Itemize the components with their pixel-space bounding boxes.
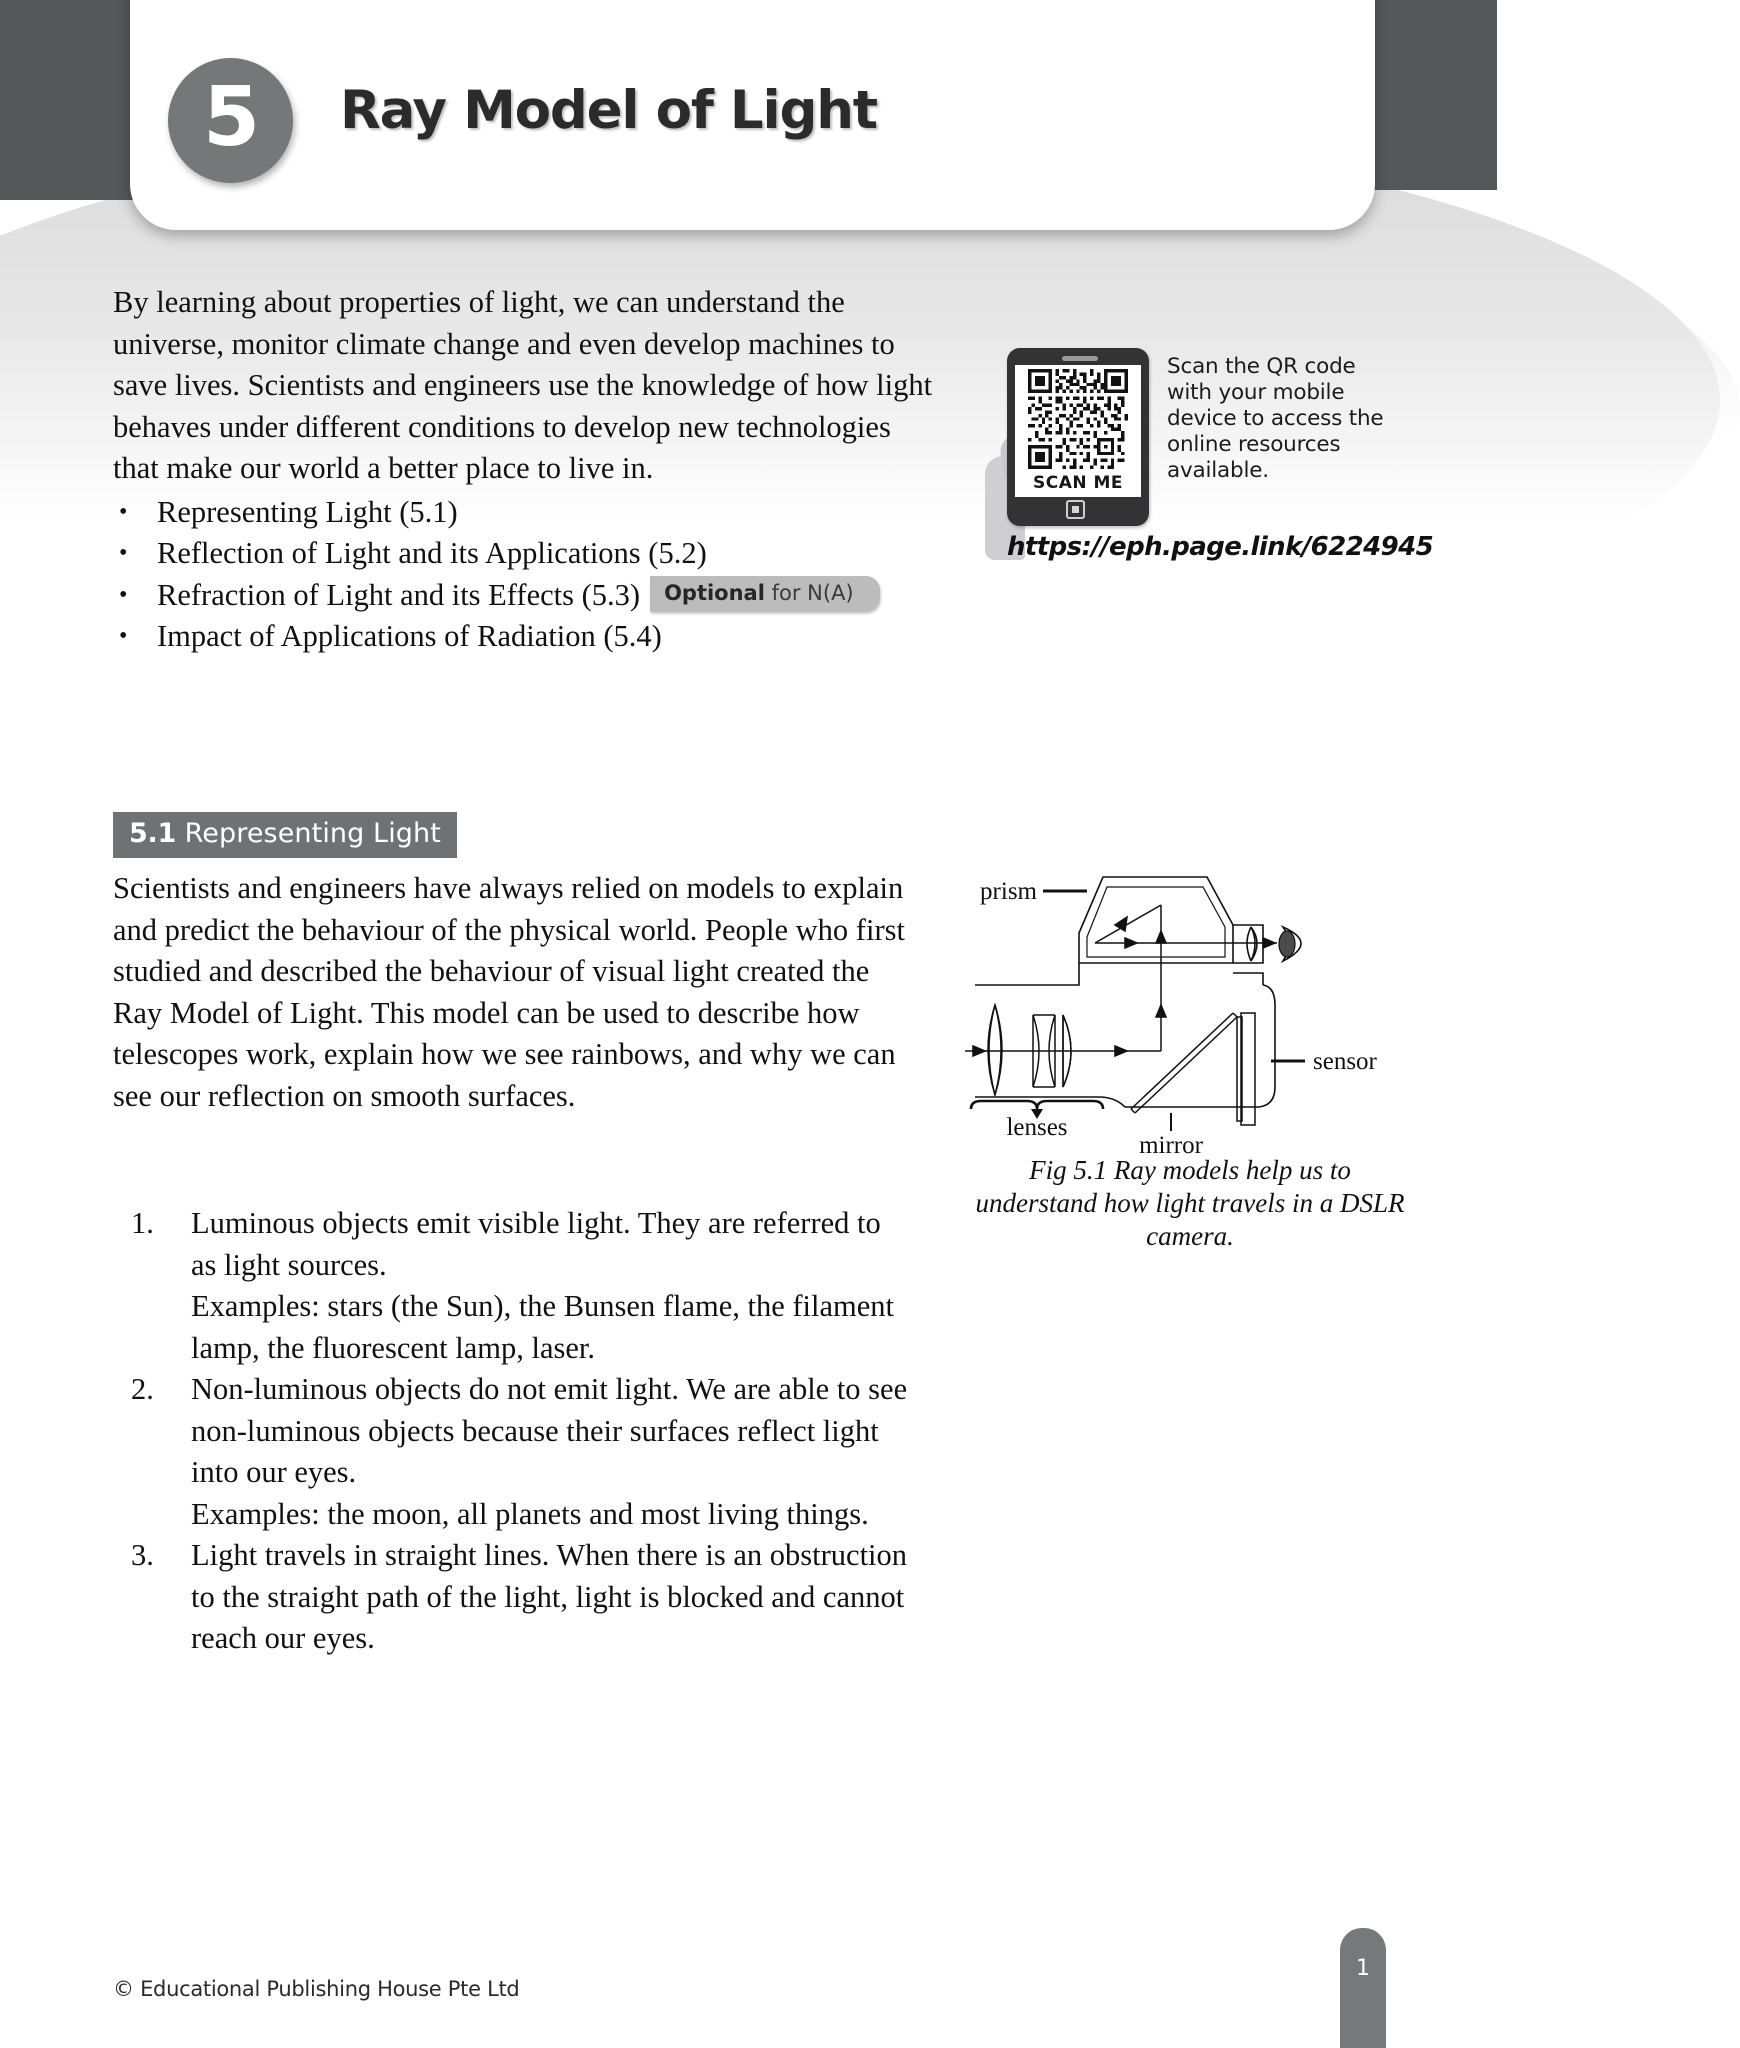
section-paragraph-block xyxy=(113,868,913,1117)
camera-ray-diagram-icon xyxy=(975,865,1405,1159)
header-banner-right-block xyxy=(1365,0,1497,190)
section-block xyxy=(113,812,943,858)
page-number: 1 xyxy=(1356,1956,1370,1981)
list-item-examples: Examples: stars (the Sun), the Bunsen flame, the filament lamp, the fluorescent lamp, laser. xyxy=(191,1289,895,1365)
section-number: 5.1 xyxy=(129,818,176,849)
chapter-topics-list xyxy=(113,492,943,658)
list-item xyxy=(113,492,943,534)
list-item-examples: Examples: the moon, all planets and most living things. xyxy=(191,1496,869,1531)
list-item xyxy=(113,1203,913,1369)
list-item-number: 3. xyxy=(131,1538,154,1572)
badge-bold-text: Optional xyxy=(664,580,765,605)
list-item-number: 1. xyxy=(131,1206,154,1240)
list-item-text: Non-luminous objects do not emit light. We are able to see non-luminous objects because their surfaces reflect light into our eyes. xyxy=(191,1372,908,1489)
section-heading xyxy=(113,812,457,858)
list-item xyxy=(113,1535,913,1660)
light-facts-list xyxy=(113,1203,913,1660)
qr-code-icon[interactable] xyxy=(1023,369,1133,469)
facts-block xyxy=(113,1203,913,1660)
intro-block xyxy=(113,282,943,658)
qr-code-panel xyxy=(985,348,1434,563)
qr-instruction-text: Scan the QR code with your mobile device to access the online resources available. xyxy=(1167,354,1384,483)
section-title: Representing Light xyxy=(184,818,441,849)
figure-label-lenses: lenses xyxy=(1006,1114,1068,1141)
topic-label: Impact of Applications of Radiation (5.4) xyxy=(157,619,662,653)
figure-label-mirror: mirror xyxy=(1139,1132,1203,1159)
eye-icon xyxy=(1279,927,1301,961)
list-item xyxy=(113,575,943,617)
header-banner-left-block xyxy=(0,0,150,200)
topic-label: Refraction of Light and its Effects (5.3) xyxy=(157,577,641,612)
badge-rest-text: for N(A) xyxy=(764,580,854,605)
list-item xyxy=(113,616,943,658)
figure-label-prism: prism xyxy=(980,878,1037,905)
section-paragraph: Scientists and engineers have always relied on models to explain and predict the behaviour of the physical world. People who first studied and described the behaviour of visual light created the Ray Model of Light. This model can be used to describe how telescopes work, explain how we see rainbows, and why we can see our reflection on smooth surfaces. xyxy=(113,871,905,1113)
mirror-element xyxy=(1131,1013,1237,1113)
scan-me-label: SCAN ME xyxy=(1032,473,1124,493)
phone-screen xyxy=(1015,365,1141,497)
phone-home-button-icon xyxy=(1066,500,1085,519)
chapter-number-badge xyxy=(168,58,293,183)
figure-caption: Fig 5.1 Ray models help us to understand how light travels in a DSLR camera. xyxy=(975,1155,1405,1251)
qr-url-link[interactable]: https://eph.page.link/6224945 xyxy=(1007,532,1434,562)
list-item-text: Light travels in straight lines. When there is an obstruction to the straight path of the light, light is blocked and cannot reach our eyes. xyxy=(191,1538,908,1655)
list-item-number: 2. xyxy=(131,1372,154,1406)
list-item xyxy=(113,1369,913,1535)
page-number-tab xyxy=(1340,1928,1386,2048)
footer-copyright: © Educational Publishing House Pte Ltd xyxy=(113,1977,520,2001)
topic-label: Representing Light (5.1) xyxy=(157,494,458,529)
list-item xyxy=(113,533,943,575)
figure-dslr-camera xyxy=(975,865,1405,1253)
phone-mockup-icon xyxy=(1007,348,1149,526)
phone-home-button-inner xyxy=(1072,506,1079,513)
chapter-number: 5 xyxy=(202,69,259,165)
list-item-text: Luminous objects emit visible light. They are referred to as light sources. xyxy=(191,1206,881,1282)
page-title: Ray Model of Light xyxy=(340,80,877,141)
sensor-element xyxy=(1237,1013,1255,1125)
status-badge xyxy=(650,576,880,612)
topic-label: Reflection of Light and its Applications (5.2) xyxy=(157,536,707,570)
figure-label-sensor: sensor xyxy=(1313,1048,1377,1075)
intro-paragraph: By learning about properties of light, we can understand the universe, monitor climate change and even develop machines to save lives. Scientists and engineers use the knowledge of how light behaves under different conditions to develop new technologies that make our world a better place to live in. xyxy=(113,285,933,485)
phone-speaker-icon xyxy=(1062,356,1098,361)
